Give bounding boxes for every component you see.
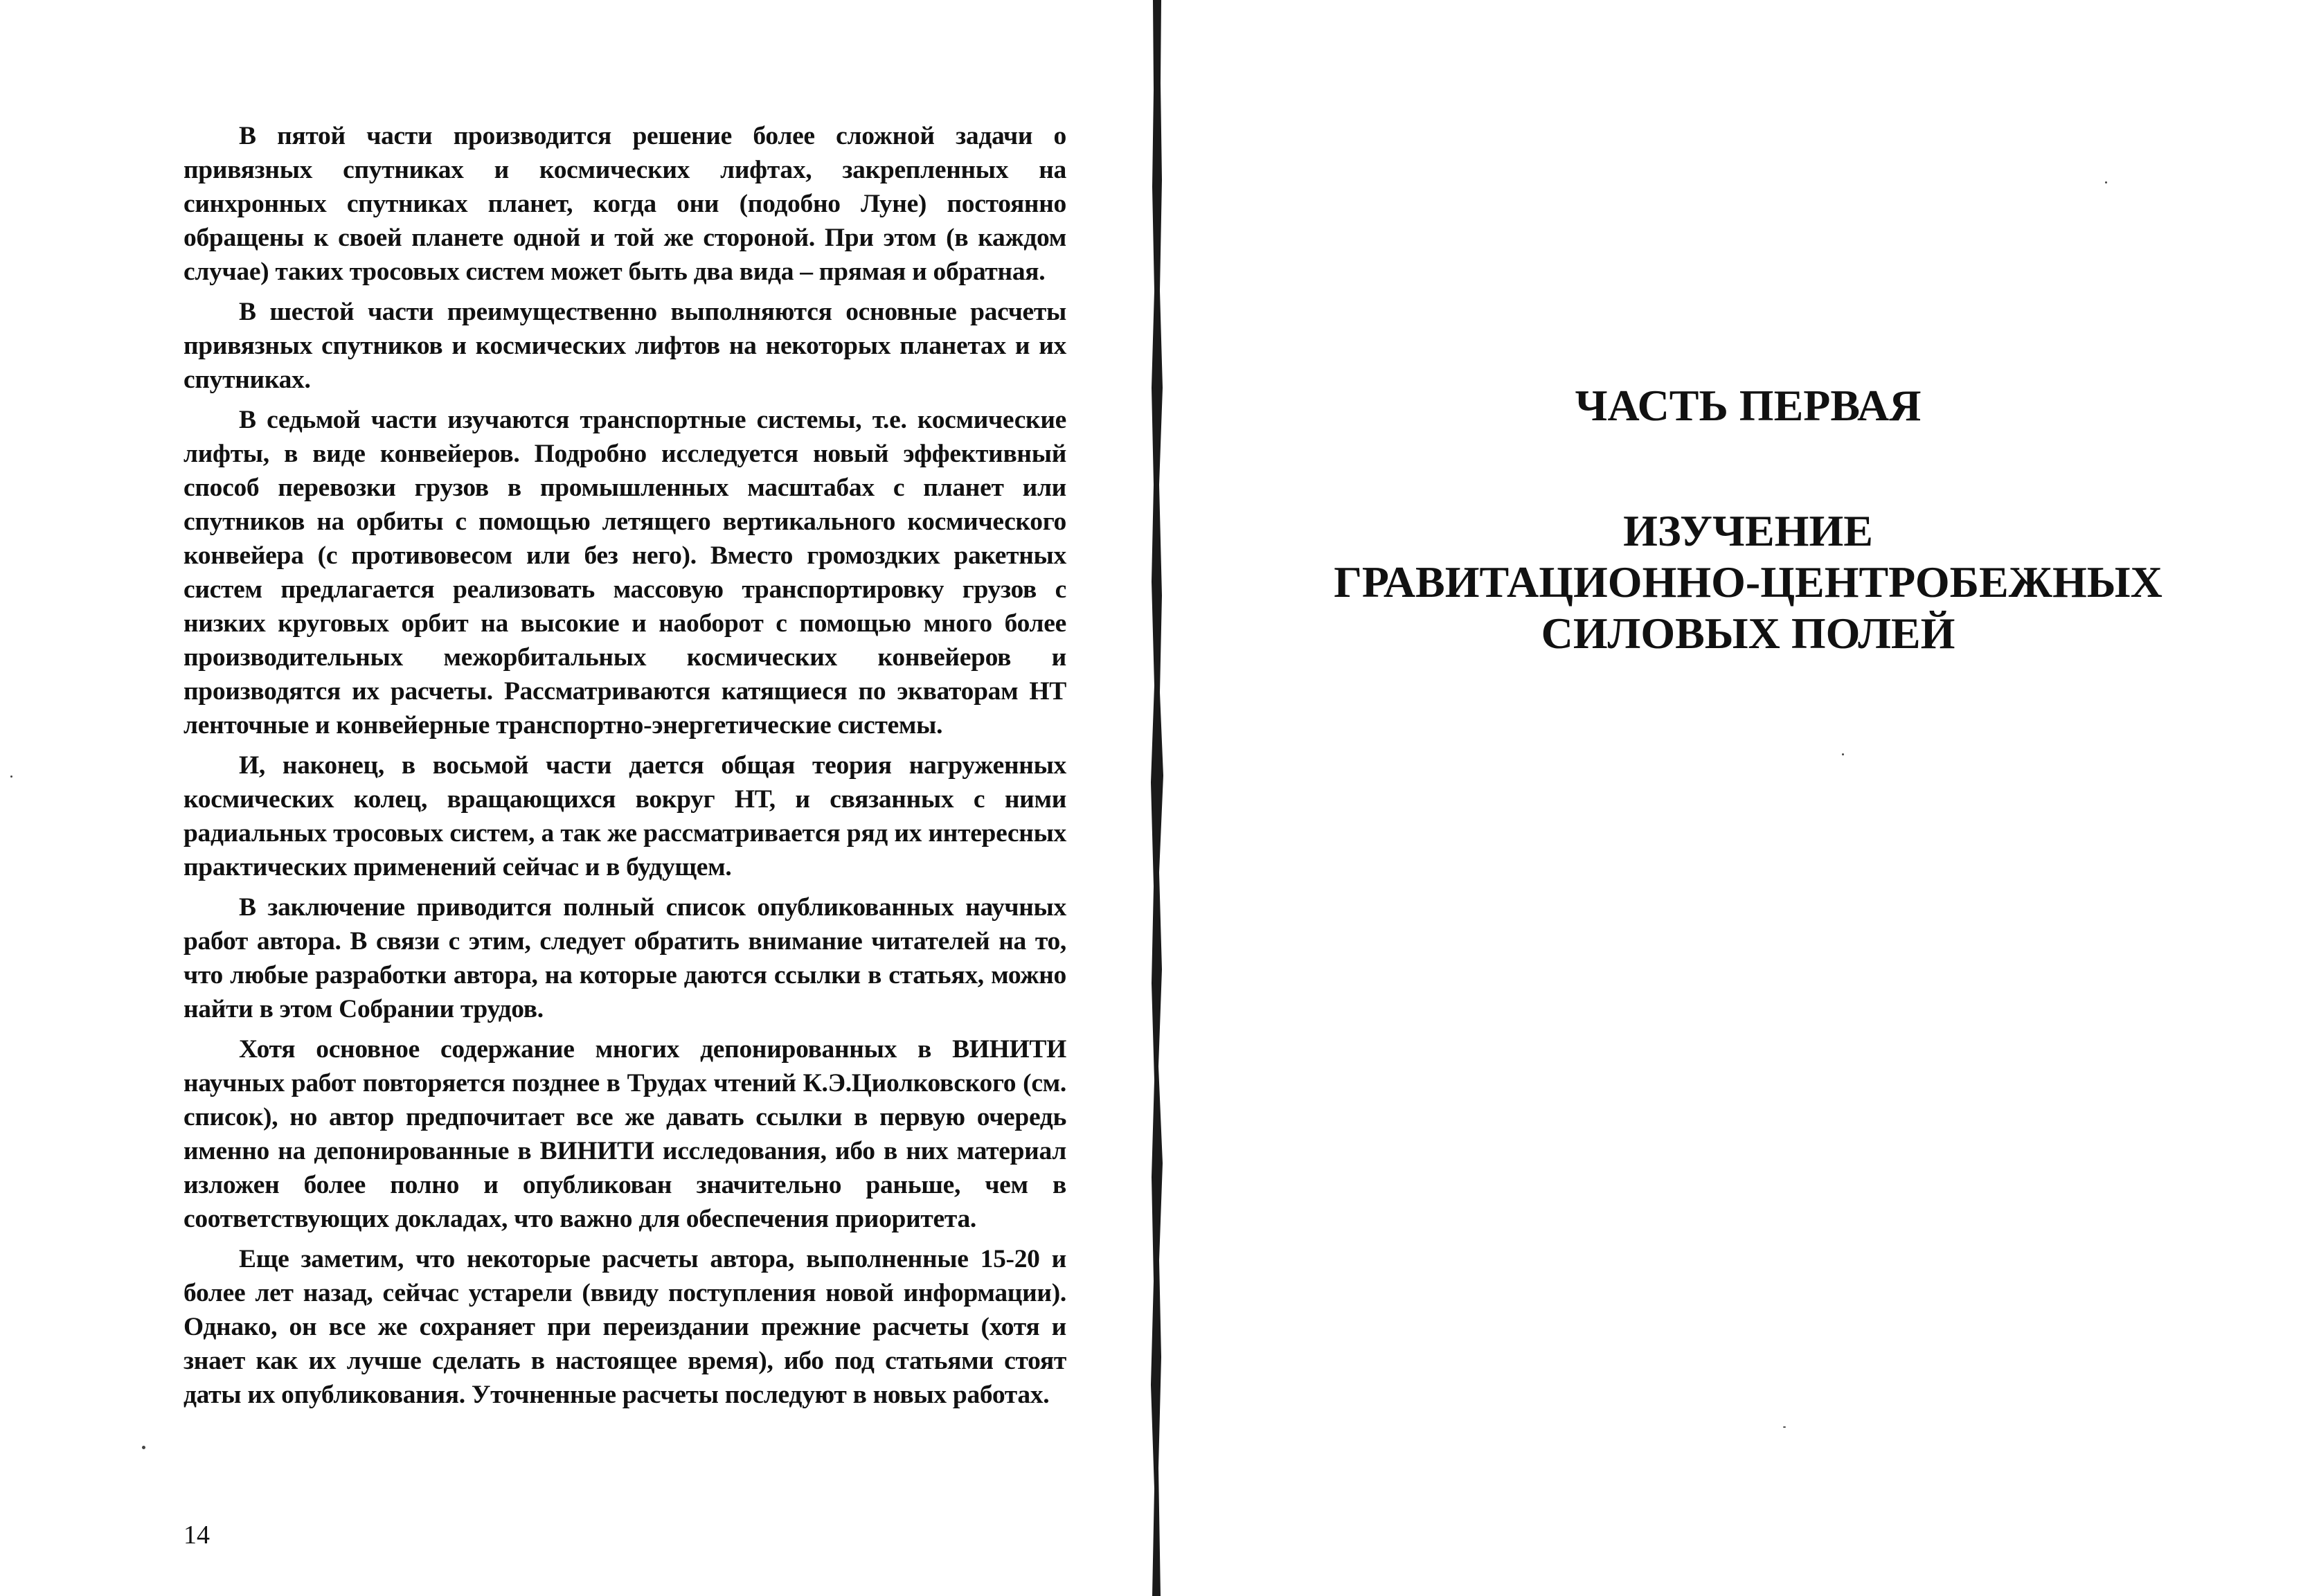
paragraph: В шестой части преимущественно выполняются основные расчеты привязных спутников и космических лифтов на некоторых планетах и их спутниках. <box>183 298 1066 394</box>
paragraph: И, наконец, в восьмой части дается общая теория нагруженных космических колец, вращающихся вокруг НТ, и связанных с ними радиальных тросовых систем, а так же рассматривается ряд их интересных практических применений сейчас и в будущем. <box>183 751 1066 881</box>
scan-speck <box>2105 181 2107 183</box>
left-page-text <box>183 119 1066 1418</box>
title-line: СИЛОВЫХ ПОЛЕЙ <box>1541 609 1955 658</box>
binding-gutter <box>1146 0 1167 1596</box>
scan-speck <box>1842 753 1844 755</box>
part-heading: ЧАСТЬ ПЕРВАЯ <box>1575 381 1922 430</box>
part-title <box>1177 505 2319 659</box>
scan-speck <box>1783 1426 1786 1428</box>
title-line: ИЗУЧЕНИЕ <box>1623 506 1873 555</box>
paragraph: В пятой части производится решение более сложной задачи о привязных спутниках и космических лифтах, закрепленных на синхронных спутниках планет, когда они (подобно Луне) постоянно обращены к своей планете одной и той же стороной. При этом (в каждом случае) таких тросовых систем может быть два вида – прямая и обратная. <box>183 122 1066 286</box>
paragraph: В седьмой части изучаются транспортные системы, т.е. космические лифты, в виде конвейеров. Подробно исследуется новый эффективный способ перевозки грузов в промышленных масштабах с планет или спутников на орбиты с помощью летящего вертикального космического конвейера (с противовесом или без него). Вместо громоздких ракетных систем предлагается реализовать массовую транспортировку грузов с низких круговых орбит на высокие и наоборот с помощью много более производительных межорбитальных космических конвейеров и производятся их расчеты. Рассматриваются катящиеся по экваторам НТ ленточные и конвейерные транспортно-энергетические системы. <box>183 406 1066 739</box>
scan-speck <box>10 775 12 778</box>
right-page <box>1177 0 2319 1596</box>
paragraph: Хотя основное содержание многих депонированных в ВИНИТИ научных работ повторяется позднее в Трудах чтений К.Э.Циолковского (см. список), но автор предпочитает все же давать ссылки в первую очередь именно на депонированные в ВИНИТИ исследования, ибо в них материал изложен более полно и опубликован значительно раньше, чем в соответствующих докладах, что важно для обеспечения приоритета. <box>183 1035 1066 1233</box>
paragraph: В заключение приводится полный список опубликованных научных работ автора. В связи с этим, следует обратить внимание читателей на то, что любые разработки автора, на которые даются ссылки в статьях, можно найти в этом Собрании трудов. <box>183 893 1066 1023</box>
paragraph: Еще заметим, что некоторые расчеты автора, выполненные 15-20 и более лет назад, сейчас устарели (ввиду поступления новой информации). Однако, он все же сохраняет при переиздании прежние расчеты (хотя и знает как их лучше сделать в настоящее время), ибо под статьями стоят даты их опубликования. Уточненные расчеты последуют в новых работах. <box>183 1245 1066 1409</box>
title-line: ГРАВИТАЦИОННО-ЦЕНТРОБЕЖНЫХ <box>1334 557 2163 607</box>
scan-speck <box>142 1446 145 1449</box>
gutter-shadow <box>1146 0 1167 1596</box>
page-number: 14 <box>183 1521 210 1550</box>
